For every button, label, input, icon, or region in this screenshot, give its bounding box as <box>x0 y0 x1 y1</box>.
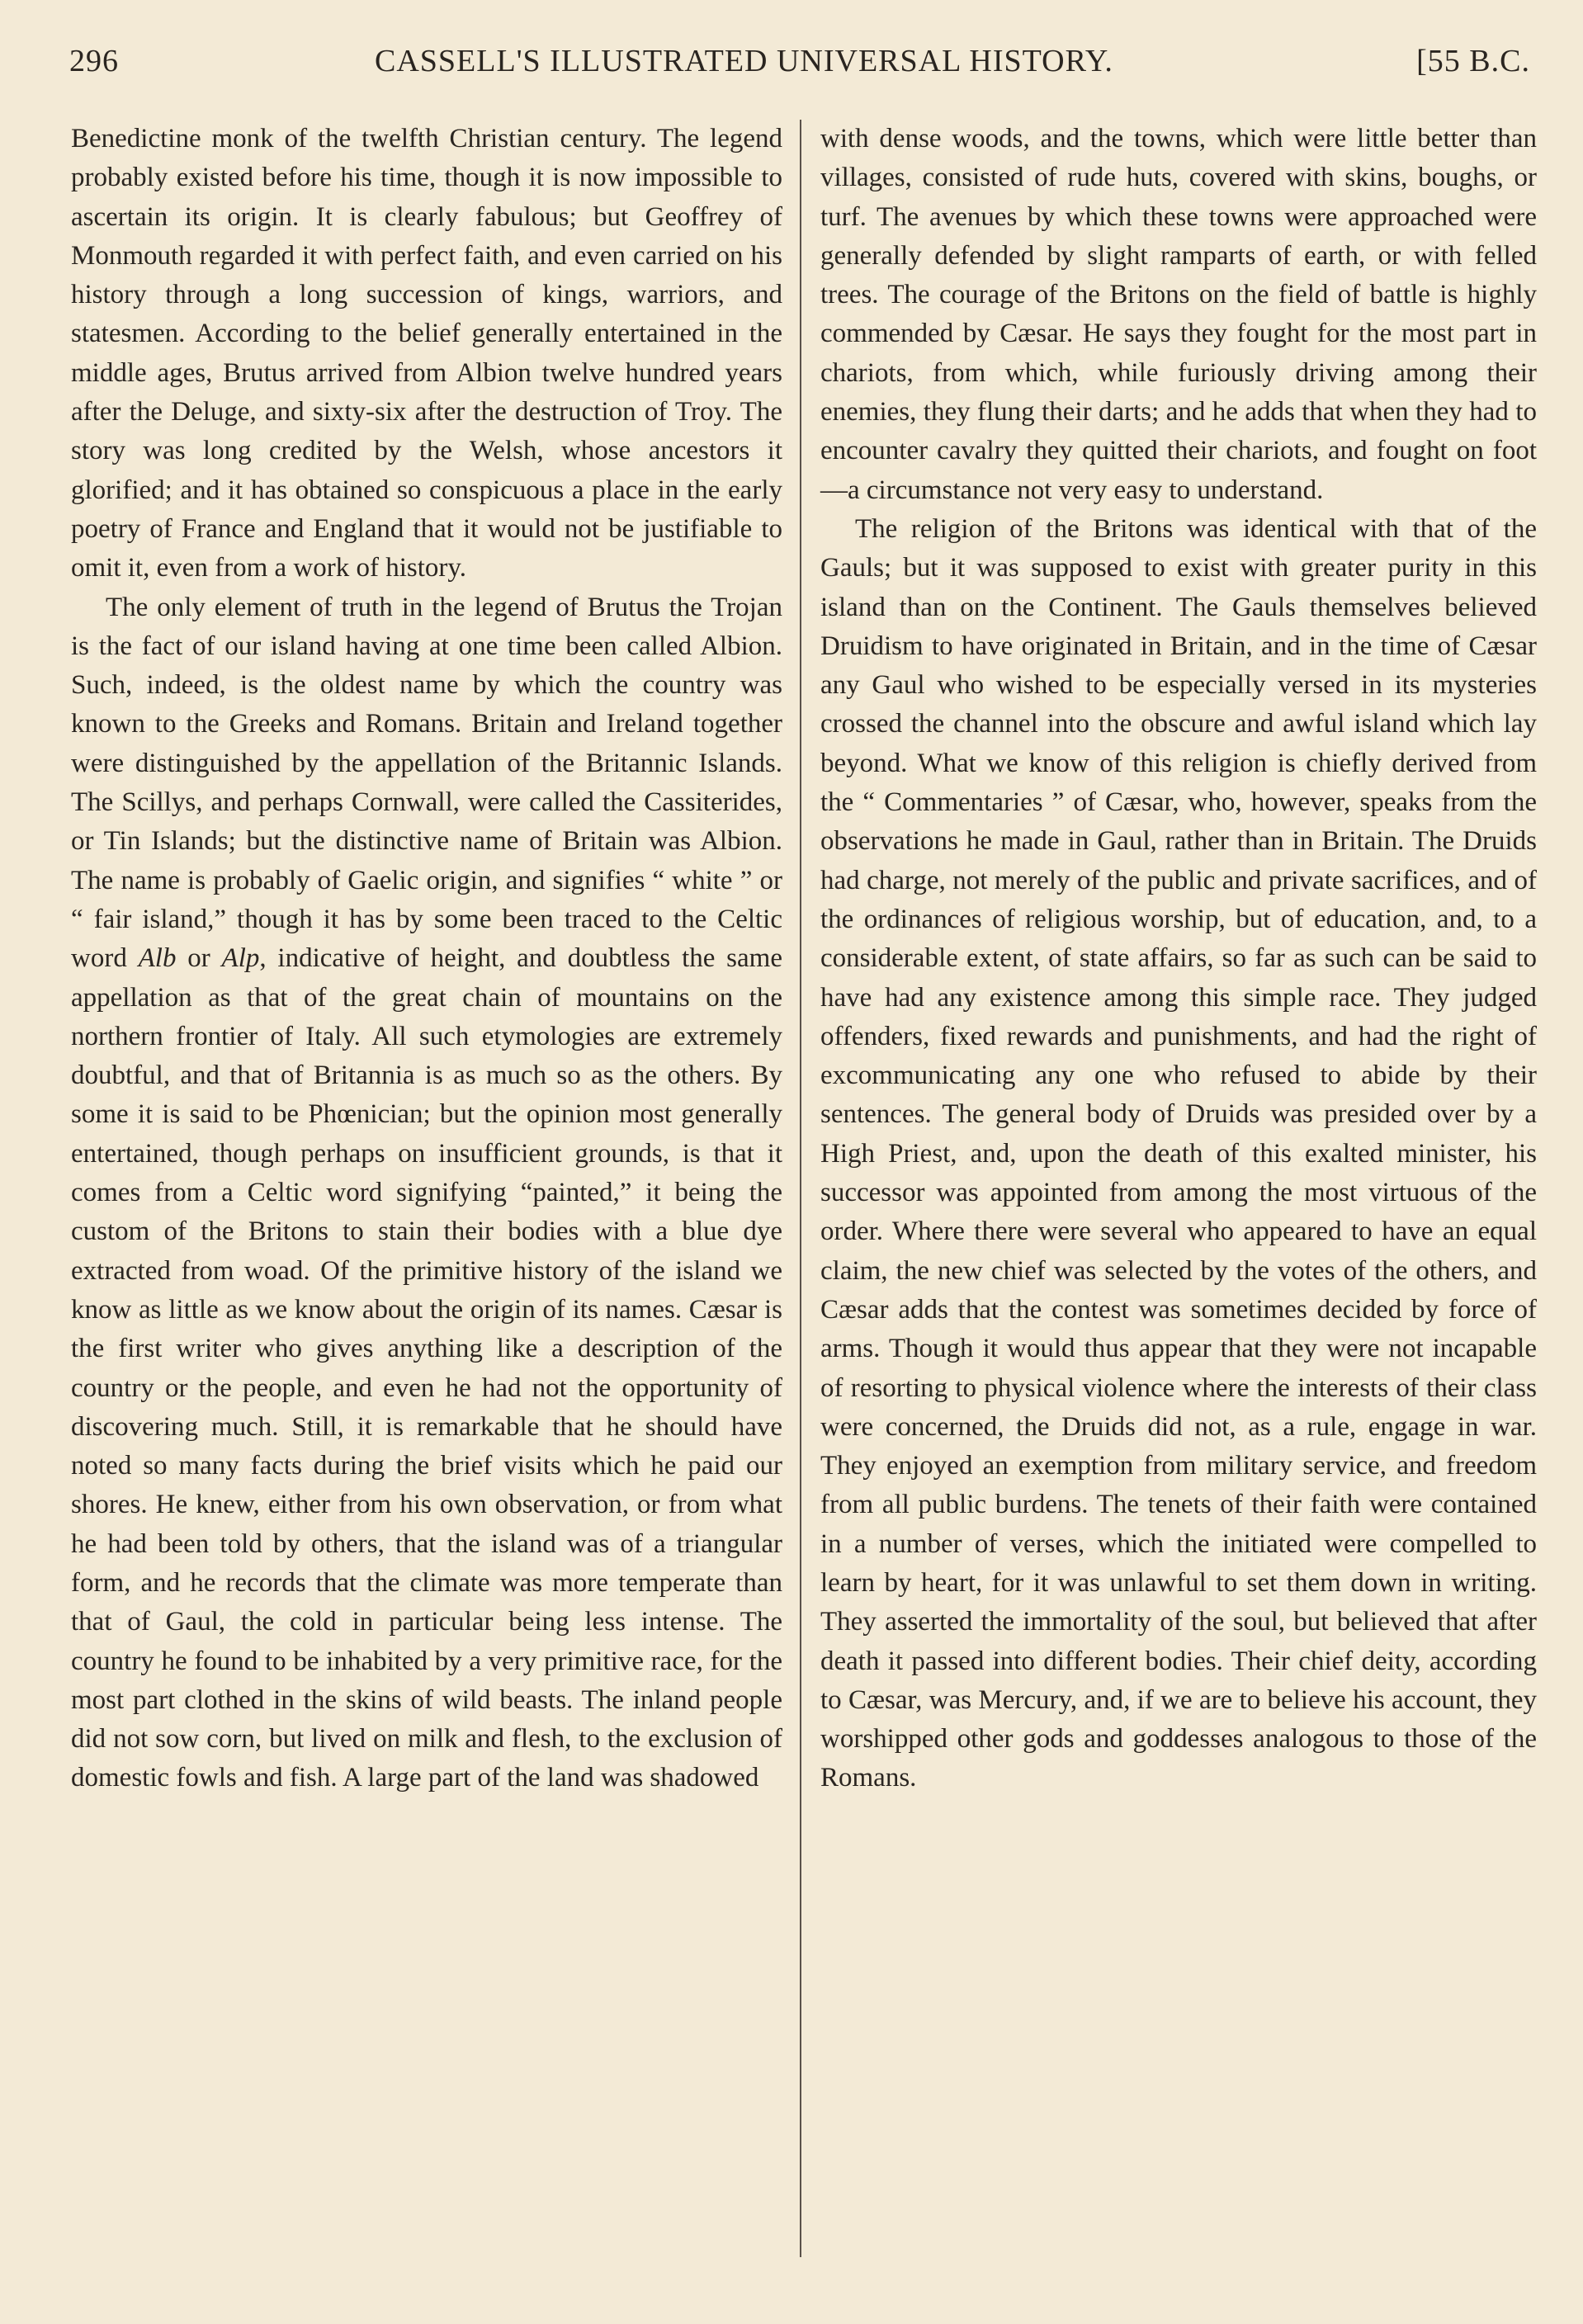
page-header <box>69 43 1530 92</box>
left-column <box>71 120 782 1798</box>
text-run: The only element of truth in the legend of Brutus the Trojan is the fact of our island having at one time been called Albion. Such, indeed, is the oldest name by which the country was known to the Greeks and Romans. Britain and Ireland together were distinguished by the appellation of the Britannic Islands. The Scillys, and perhaps Cornwall, were called the Cassiterides, or Tin Islands; but the distinctive name of Britain was Albion. The name is probably of Gaelic origin, and signifies “ white ” or “ fair island,” though it has by some been traced to the Celtic word <box>71 592 782 974</box>
italic-word: Alb <box>138 943 177 974</box>
text-run: or <box>176 943 222 974</box>
date-marker: [55 B.C. <box>1416 44 1530 78</box>
text-run: , indicative of height, and doubtless the same appellation as that of the great chain of mountains on the northern frontier of Italy. All such etymologies are extremely doubtful, and that of Britannia is as much so as the others. By some it is said to be Phœnician; but the opinion most generally entertained, though perhaps on insufficient grounds, is that it comes from a Celtic word signifying “painted,” it being the custom of the Britons to stain their bodies with a blue dye extracted from woad. Of the primitive history of the island we know as little as we know about the origin of its names. Cæsar is the first writer who gives anything like a description of the country or the people, and even he had not the opportunity of discovering much. Still, it is remarkable that he should have noted so many facts during the brief visits which he paid our shores. He knew, either from his own observation, or from what he had been told by others, that the island was of a triangular form, and he records that the climate was more temperate than that of Gaul, the cold in particular being less intense. The country he found to be inhabited by a very primitive race, for the most part clothed in the skins of wild beasts. The inland people did not sow corn, but lived on milk and flesh, to the exclusion of domestic fowls and fish. A large part of the land was shadowed <box>71 943 782 1793</box>
page-number: 296 <box>69 44 119 78</box>
column-divider <box>800 120 801 2257</box>
italic-word: Alp <box>221 943 260 974</box>
right-column <box>820 120 1537 1798</box>
paragraph: Benedictine monk of the twelfth Christian century. The legend probably existed before his time, though it is now impossible to ascertain its origin. It is clearly fabulous; but Geoffrey of Monmouth regarded it with perfect faith, and even carried on his history through a long succession of kings, warriors, and statesmen. According to the belief generally entertained in the middle ages, Brutus arrived from Albion twelve hundred years after the Deluge, and sixty-six after the destruction of Troy. The story was long credited by the Welsh, whose ancestors it glorified; and it has obtained so conspicuous a place in the early poetry of France and England that it would not be justifiable to omit it, even from a work of history. <box>71 124 782 583</box>
running-title: CASSELL'S ILLUSTRATED UNIVERSAL HISTORY. <box>375 44 1113 78</box>
paragraph <box>71 588 782 1798</box>
paragraph: with dense woods, and the towns, which were little better than villages, consisted of rude huts, covered with skins, boughs, or turf. The avenues by which these towns were approached were generally defended by slight ramparts of earth, or with felled trees. The courage of the Britons on the field of battle is highly commended by Cæsar. He says they fought for the most part in chariots, from which, while furiously driving among their enemies, they flung their darts; and he adds that when they had to encounter cavalry they quitted their chariots, and fought on foot—a circumstance not very easy to understand. <box>820 124 1537 505</box>
paragraph: The religion of the Britons was identical with that of the Gauls; but it was supposed to exist with greater purity in this island than on the Continent. The Gauls themselves believed Druidism to have originated in Britain, and in the time of Cæsar any Gaul who wished to be especially versed in its mysteries crossed the channel into the obscure and awful island which lay beyond. What we know of this religion is chiefly derived from the “ Commentaries ” of Cæsar, who, however, speaks from the observations he made in Gaul, rather than in Britain. The Druids had charge, not merely of the public and private sacrifices, and of the ordinances of religious worship, but of education, and, to a considerable extent, of state affairs, so far as such can be said to have had any existence among this simple race. They judged offenders, fixed rewards and punishments, and had the right of excommunicating any one who refused to abide by their sentences. The general body of Druids was presided over by a High Priest, and, upon the death of this exalted minister, his successor was appointed from among the most virtuous of the order. Where there were several who appeared to have an equal claim, the new chief was selected by the votes of the others, and Cæsar adds that the contest was sometimes decided by force of arms. Though it would thus appear that they were not incapable of resorting to physical violence where the interests of their class were concerned, the Druids did not, as a rule, engage in war. They enjoyed an exemption from military service, and freedom from all public burdens. The tenets of their faith were contained in a number of verses, which the initiated were compelled to learn by heart, for it was unlawful to set them down in writing. They asserted the immortality of the soul, but believed that after death it passed into different bodies. Their chief deity, according to Cæsar, was Mercury, and, if we are to believe his account, they worshipped other gods and goddesses analogous to those of the Romans. <box>820 513 1537 1793</box>
